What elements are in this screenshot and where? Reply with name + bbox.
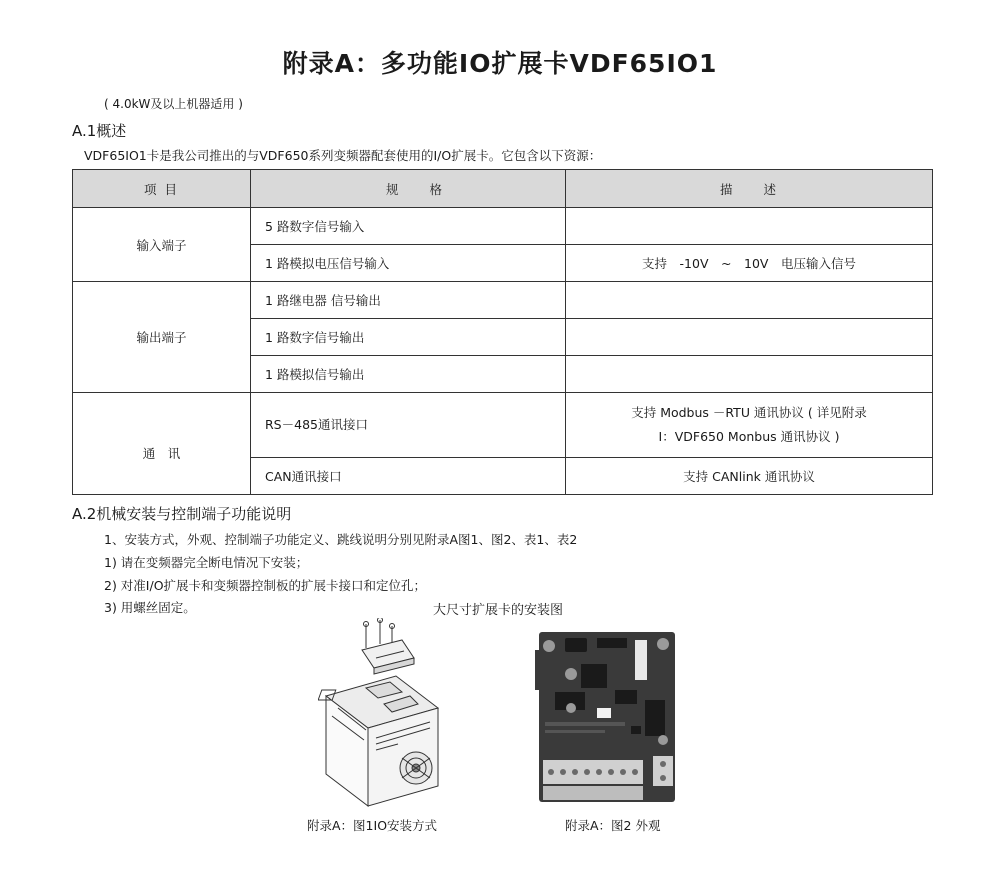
figure1-caption: 附录A：图1IO安装方式 <box>307 818 438 833</box>
installation-drawing <box>318 618 458 808</box>
section-heading-overview: A.1概述 <box>72 122 127 140</box>
spec-cell: 1 路模拟电压信号输入 <box>251 245 566 282</box>
step-line: 2) 对准I/O扩展卡和变频器控制板的扩展卡接口和定位孔； <box>104 578 427 593</box>
applicability-note: ( 4.0kW及以上机器适用 ) <box>104 97 243 111</box>
desc-cell <box>566 319 933 356</box>
header-spec: 规 格 <box>251 170 566 208</box>
header-item: 项 目 <box>73 170 251 208</box>
spec-cell: 1 路继电器 信号输出 <box>251 282 566 319</box>
group-output-terminals: 输出端子 <box>73 282 251 393</box>
spec-cell: RS－485通讯接口 <box>251 393 566 458</box>
figure2-caption: 附录A：图2 外观 <box>565 818 661 833</box>
page-title: 附录A：多功能IO扩展卡VDF65IO1 <box>282 49 718 78</box>
desc-cell: 支持 -10V ~ 10V 电压输入信号 <box>566 245 933 282</box>
step-line: 1) 请在变频器完全断电情况下安装； <box>104 555 309 570</box>
spec-cell: 5 路数字信号输入 <box>251 208 566 245</box>
figure-title: 大尺寸扩展卡的安装图 <box>433 603 564 618</box>
table-header-row <box>73 170 933 208</box>
overview-intro: VDF65IO1卡是我公司推出的与VDF650系列变频器配套使用的I/O扩展卡。它包含以下资源： <box>84 148 602 163</box>
resource-table <box>72 169 933 495</box>
step-line: 3) 用螺丝固定。 <box>104 600 196 615</box>
spec-cell: 1 路数字信号输出 <box>251 319 566 356</box>
spec-cell: CAN通讯接口 <box>251 458 566 495</box>
desc-cell <box>566 208 933 245</box>
section-heading-installation: A.2机械安装与控制端子功能说明 <box>72 505 292 523</box>
table-row <box>73 282 933 319</box>
spec-cell: 1 路模拟信号输出 <box>251 356 566 393</box>
desc-line: 支持 Modbus －RTU 通讯协议 ( 详见附录 <box>631 405 867 421</box>
header-desc: 描 述 <box>566 170 933 208</box>
desc-cell <box>566 393 933 458</box>
desc-cell: 支持 CANlink 通讯协议 <box>566 458 933 495</box>
io-card-photo <box>535 630 677 806</box>
desc-cell <box>566 282 933 319</box>
group-communication: 通 讯 <box>73 393 251 495</box>
step-line: 1、安装方式，外观、控制端子功能定义、跳线说明分别见附录A图1、图2、表1、表2 <box>104 532 578 547</box>
desc-line: I：VDF650 Monbus 通讯协议 ) <box>658 429 840 444</box>
table-row <box>73 208 933 245</box>
desc-cell <box>566 356 933 393</box>
group-input-terminals: 输入端子 <box>73 208 251 282</box>
table-row <box>73 393 933 458</box>
